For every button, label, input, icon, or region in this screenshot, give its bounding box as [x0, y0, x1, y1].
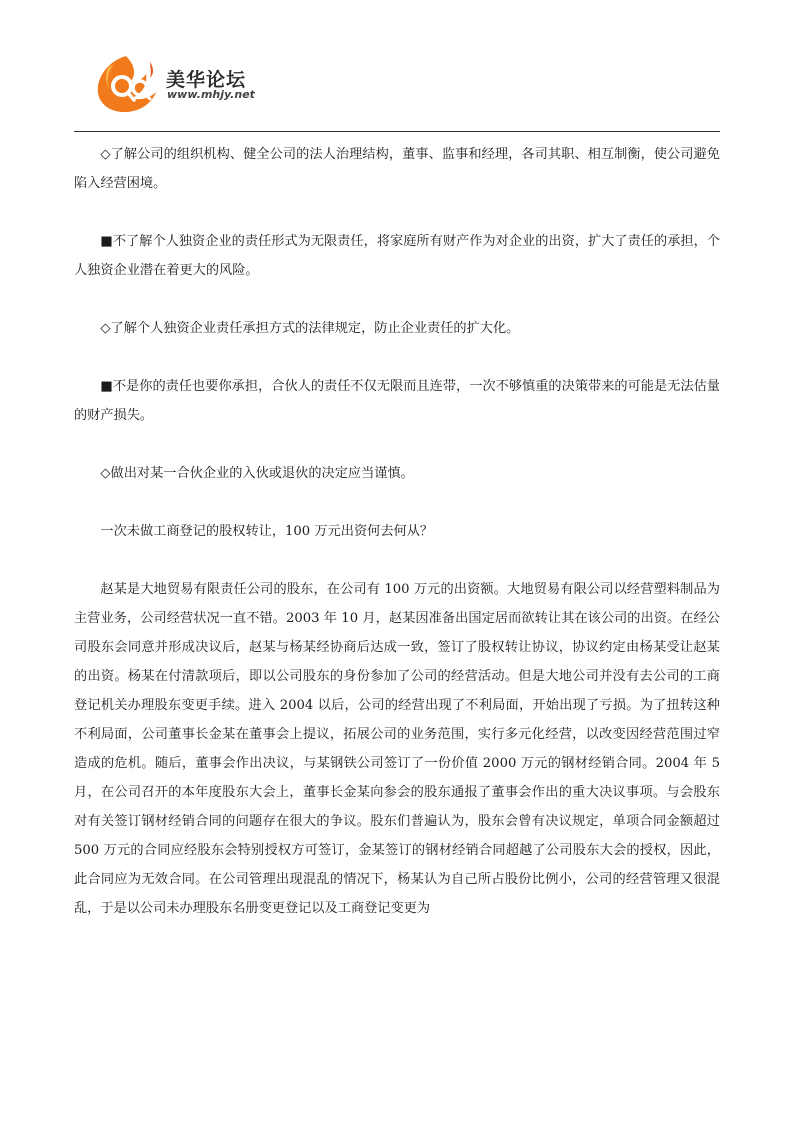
logo-name: 美华论坛 — [166, 69, 247, 91]
paragraph: ◇做出对某一合伙企业的入伙或退伙的决定应当谨慎。 — [100, 466, 414, 481]
paragraph: ◇了解个人独资企业责任承担方式的法律规定，防止企业责任的扩大化。 — [100, 321, 520, 336]
flame-logo-icon — [92, 54, 168, 114]
document-body — [74, 140, 720, 923]
paragraph: ■不了解个人独资企业的责任形式为无限责任，将家庭所有财产作为对企业的出资，扩大了责任的承担，个人独资企业潜在着更大的风险。 — [74, 234, 720, 278]
section-heading: 一次未做工商登记的股权转让，100 万元出资何去何从？ — [100, 524, 434, 539]
paragraph: ■不是你的责任也要你承担，合伙人的责任不仅无限而且连带，一次不够慎重的决策带来的可能是无法估量的财产损失。 — [74, 379, 720, 423]
site-header — [92, 54, 392, 118]
header-divider — [74, 131, 720, 132]
logo-url: www.mhjy.net — [167, 88, 255, 101]
paragraph: 赵某是大地贸易有限责任公司的股东，在公司有 100 万元的出资额。大地贸易有限公司以经营塑料制品为主营业务，公司经营状况一直不错。2003 年 10 月，赵某因准备出国定居而欲转让其在该公司的出资。在经公司股东会同意并形成决议后，赵某与杨某经协商后达成一致，签订了股权转让协议，协议约定由杨某受让赵某的出资。杨某在付清款项后，即以公司股东的身份参加了公司的经营活动。但是大地公司并没有去公司的工商登记机关办理股东变更手续。进入 2004 以后，公司的经营出现了不利局面，开始出现了亏损。为了扭转这种不利局面，公司董事长金某在董事会上提议，拓展公司的业务范围，实行多元化经营，以改变因经营范围过窄造成的危机。随后，董事会作出决议，与某钢铁公司签订了一份价值 2000 万元的钢材经销合同。2004 年 5 月，在公司召开的本年度股东大会上，董事长金某向参会的股东通报了董事会作出的重大决议事项。与会股东对有关签订钢材经销合同的问题存在很大的争议。股东们普遍认为，股东会曾有决议规定，单项合同金额超过 500 万元的合同应经股东会特别授权方可签订，金某签订的钢材经销合同超越了公司股东大会的授权，因此，此合同应为无效合同。在公司管理出现混乱的情况下，杨某认为自己所占股份比例小，公司的经营管理又很混乱，于是以公司未办理股东名册变更登记以及工商登记变更为 — [74, 582, 720, 916]
paragraph: ◇了解公司的组织机构、健全公司的法人治理结构，董事、监事和经理，各司其职、相互制衡，使公司避免陷入经营困境。 — [74, 147, 720, 191]
